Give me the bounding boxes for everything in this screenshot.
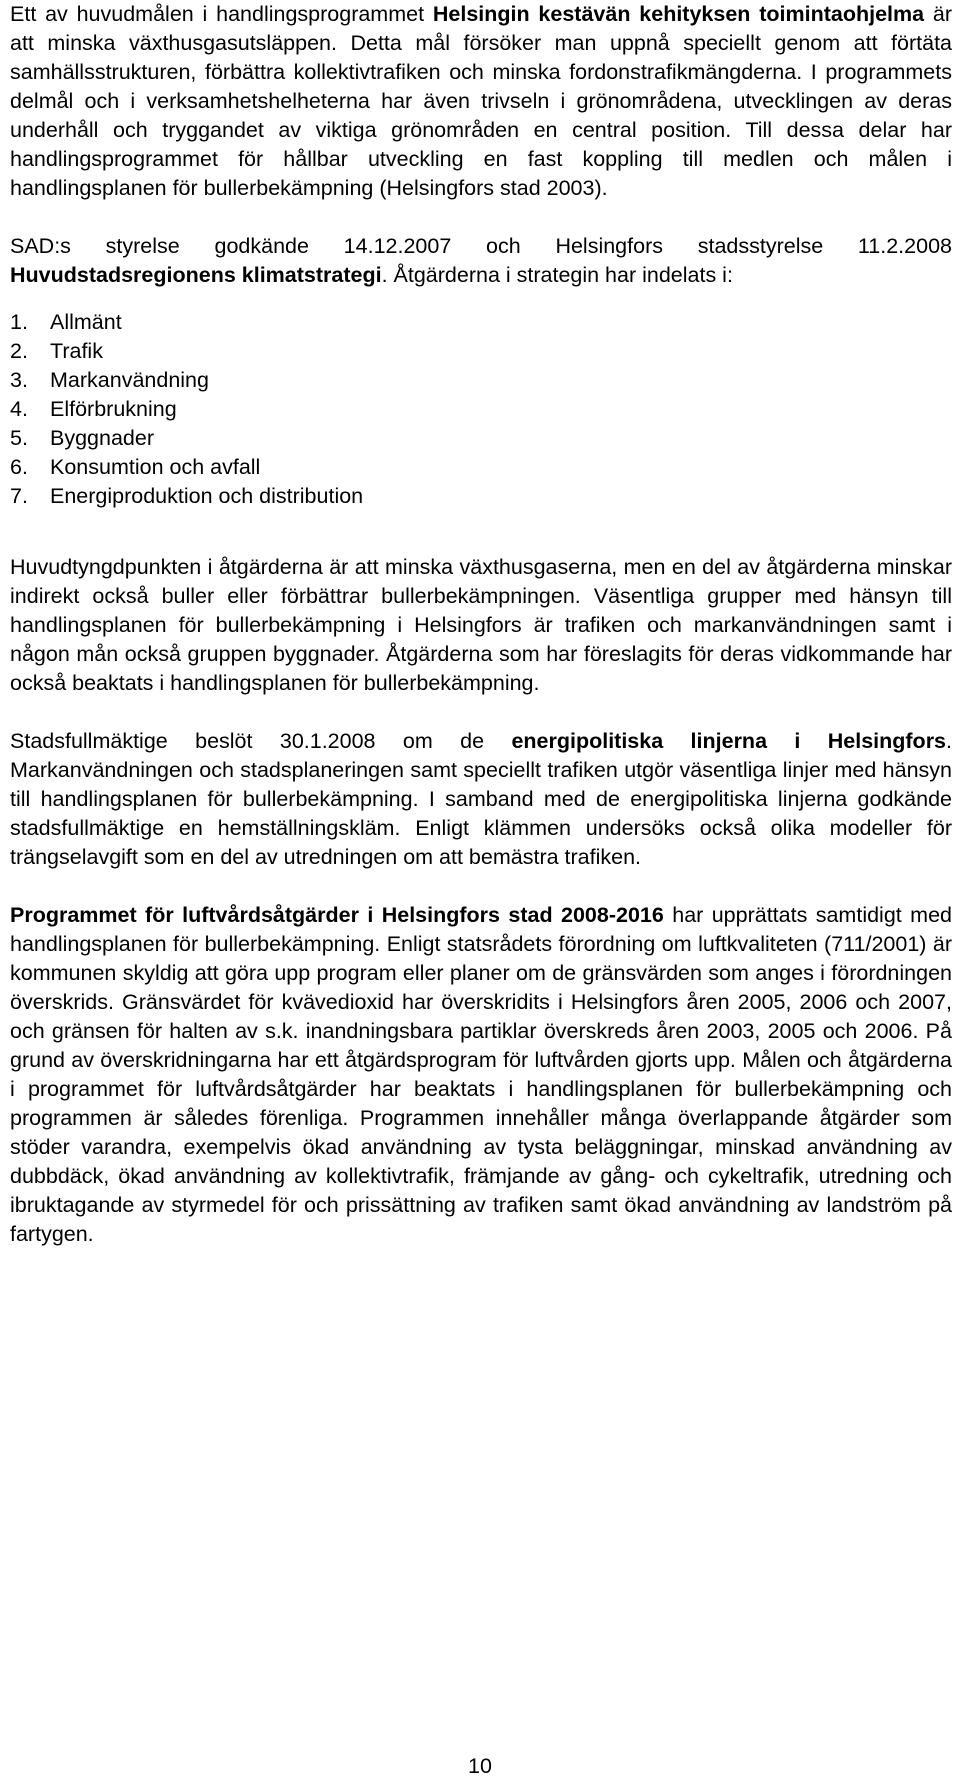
list-item-number: 1. [10,310,28,334]
climate-strategy-title: Huvudstadsregionens klimatstrategi [10,263,382,287]
page-number: 10 [468,1754,492,1778]
list-item-number: 4. [10,397,28,421]
list-item-number: 5. [10,426,28,450]
list-item [10,395,952,424]
document-body [10,0,952,1249]
list-item [10,424,952,453]
intro-program-title: Helsingin kestävän kehityksen toimintaohjelma [432,2,925,26]
energy-policy-title: energipolitiska linjerna i Helsingfors [511,729,947,753]
list-item-number: 2. [10,339,28,363]
sad-text-1: SAD:s styrelse godkände 14.12.2007 och Helsingfors stadsstyrelse 11.2.2008 [10,234,952,258]
paragraph-main-focus [10,553,952,698]
list-item-number: 7. [10,484,28,508]
air-quality-program-title: Programmet för luftvårdsåtgärder i Helsingfors stad 2008-2016 [10,903,664,927]
list-item-label: Energiproduktion och distribution [50,484,364,508]
paragraph-air-quality-program [10,901,952,1249]
stads-text-2: . Markanvändningen och stadsplaneringen samt speciellt trafiken utgör väsentliga linjer med hänsyn till handlingsplanen för bullerbekämpning. I samband med de energipolitiska linjerna godkände stadsfullmäktige en hemställningskläm. Enligt klämmen undersöks också olika modeller för trängselavgift som en del av utredningen om att bemästra trafiken. [10,729,952,869]
prog-text: har upprättats samtidigt med handlingsplanen för bullerbekämpning. Enligt statsrådets förordning om luftkvaliteten (711/2001) är kommunen skyldig att göra upp program eller planer om de gränsvärden som anges i förordningen överskrids. Gränsvärdet för kvävedioxid har överskridits i Helsingfors åren 2005, 2006 och 2007, och gränsen för halten av s.k. inandningsbara partiklar överskreds åren 2003, 2005 och 2006. På grund av överskridningarna har ett åtgärdsprogram för luftvården gjorts upp. Målen och åtgärderna i programmet för luftvårdsåtgärder har beaktats i handlingsplanen för bullerbekämpning och programmen är således förenliga. Programmen innehåller många överlappande åtgärder som stöder varandra, exempelvis ökad användning av tysta beläggningar, minskad användning av dubbdäck, ökad användning av kollektivtrafik, främjande av gång- och cykeltrafik, utredning och ibruktagande av styrmedel för och prissättning av trafiken samt ökad användning av landström på fartygen. [10,903,952,1246]
list-item-label: Markanvändning [50,368,209,392]
list-item [10,453,952,482]
list-item-label: Trafik [50,339,103,363]
sad-text-2: . Åtgärderna i strategin har indelats i: [381,263,733,287]
list-item-label: Byggnader [50,426,154,450]
list-item [10,308,952,337]
list-item [10,337,952,366]
paragraph-climate-strategy [10,232,952,290]
paragraph-energy-policy [10,727,952,872]
list-item-number: 6. [10,455,28,479]
paragraph-sustainable-development [10,0,952,203]
intro-text-2: är att minska växthusgasutsläppen. Detta mål försöker man uppnå speciellt genom att förtäta samhällsstrukturen, förbättra kollektivtrafiken och minska fordonstrafikmängderna. I programmets delmål och i verksamhetshelheterna har även trivseln i grönområdena, utvecklingen av deras underhåll och tryggandet av viktiga grönområden en central position. Till dessa delar har handlingsprogrammet för hållbar utveckling en fast koppling till medlen och målen i handlingsplanen för bullerbekämpning (Helsingfors stad 2003). [10,2,952,200]
measures-list [10,308,952,511]
list-item-label: Allmänt [50,310,122,334]
list-item [10,366,952,395]
list-item-label: Elförbrukning [50,397,177,421]
stads-text-1: Stadsfullmäktige beslöt 30.1.2008 om de [10,729,512,753]
list-item-number: 3. [10,368,28,392]
huvud-text: Huvudtyngdpunkten i åtgärderna är att minska växthusgaserna, men en del av åtgärderna minskar indirekt också buller eller förbättrar bullerbekämpningen. Väsentliga grupper med hänsyn till handlingsplanen för bullerbekämpning i Helsingfors är trafiken och markanvändningen samt i någon mån också gruppen byggnader. Åtgärderna som har föreslagits för deras vidkommande har också beaktats i handlingsplanen för bullerbekämpning. [10,555,952,695]
list-item [10,482,952,511]
list-item-label: Konsumtion och avfall [50,455,261,479]
intro-text-1: Ett av huvudmålen i handlingsprogrammet [10,2,433,26]
